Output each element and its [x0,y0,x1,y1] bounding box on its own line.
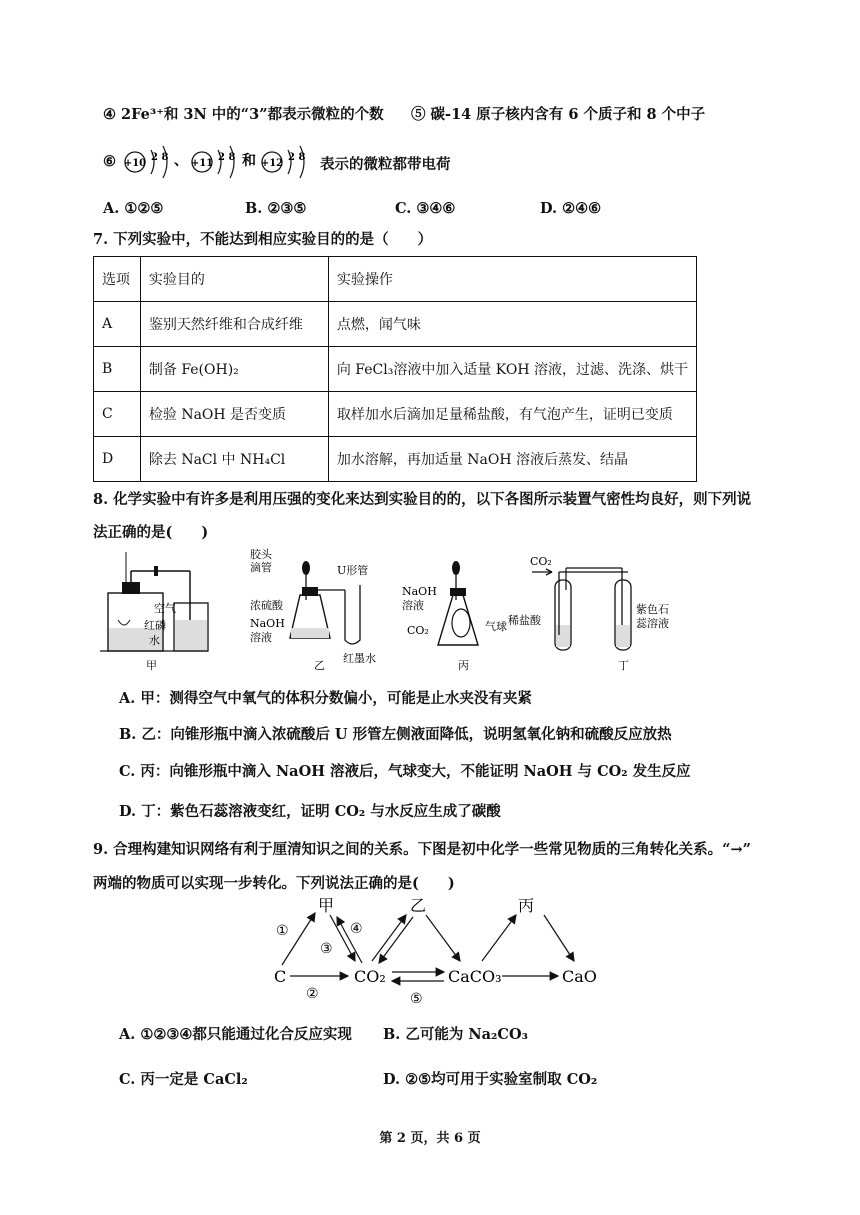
table-row [94,347,697,392]
yi-label-dropper-2: 滴管 [250,561,272,574]
q8-option-b: B. 乙：向锥形瓶中滴入浓硫酸后 U 形管左侧液面降低，说明氢氧化钠和硫酸反应放热 [119,726,672,743]
ion-3-shells: 2 8 [288,152,306,163]
ion-3-nucleus: +12 [260,158,284,169]
q6-item-4: ④ 2Fe³⁺和 3N 中的“3”都表示微粒的个数 [103,106,384,123]
figure-bing [402,561,507,672]
node-jia: 甲 [318,896,335,915]
q9-option-c: C. 丙一定是 CaCl₂ [119,1071,248,1088]
q7-stem: 7. 下列实验中，不能达到相应实验目的的是（ ） [93,231,433,248]
ding-label-hcl: 稀盐酸 [508,614,541,627]
q6-item-6-suffix: 表示的微粒都带电荷 [320,156,451,173]
q9-option-d: D. ②⑤均可用于实验室制取 CO₂ [383,1071,598,1088]
jia-caption: 甲 [146,659,157,672]
figure-yi [250,547,376,672]
arrow-label-5: ⑤ [410,991,423,1007]
row-b-goal: 制备 Fe(OH)₂ [140,347,328,392]
yi-label-naoh: NaOH [250,617,285,630]
row-c-operation: 取样加水后滴加足量稀盐酸，有气泡产生，证明已变质 [328,392,696,437]
q6-item-5: ⑤ 碳-14 原子核内含有 6 个质子和 8 个中子 [411,106,706,123]
row-a-option: A [94,302,141,347]
row-b-operation: 向 FeCl₃溶液中加入适量 KOH 溶液，过滤、洗涤、烘干 [328,347,696,392]
arrow-label-1: ① [276,923,289,939]
row-a-operation: 点燃，闻气味 [328,302,696,347]
figure-jia [100,552,208,672]
jia-label-water: 水 [149,634,160,647]
bing-label-co2: CO₂ [407,624,429,637]
q9-stem-line-1: 9. 合理构建知识网络有利于厘清知识之间的关系。下图是初中化学一些常见物质的三角转化关系。“→” [93,841,752,858]
yi-label-sulfuric-acid: 浓硫酸 [250,599,283,612]
header-option: 选项 [94,257,141,302]
q9-option-a: A. ①②③④都只能通过化合反应实现 [119,1026,352,1043]
ding-caption: 丁 [618,659,629,672]
ding-label-co2: CO₂ [530,555,552,568]
ion-structure-2 [191,146,236,178]
table-row [94,437,697,482]
header-operation: 实验操作 [328,257,696,302]
bing-label-solution: 溶液 [402,599,424,612]
row-d-operation: 加水溶解，再加适量 NaOH 溶液后蒸发、结晶 [328,437,696,482]
q6-option-c: C. ③④⑥ [395,200,456,217]
q6-option-d: D. ②④⑥ [540,200,602,217]
node-yi: 乙 [410,896,427,915]
ion-1-shells: 2 8 [151,152,169,163]
ion-structure-1 [124,146,169,178]
table-header-row [94,257,697,302]
arrow-label-3: ③ [320,941,333,957]
ion-structure-3 [261,146,306,178]
arrow-label-4: ④ [350,921,363,937]
page-footer: 第 2 页，共 6 页 [379,1131,481,1146]
q8-option-c: C. 丙：向锥形瓶中滴入 NaOH 溶液后，气球变大，不能证明 NaOH 与 CO₂ 发生反应 [119,763,691,780]
ion-2-shells: 2 8 [218,152,236,163]
ding-label-litmus-2: 蕊溶液 [636,617,669,630]
bing-label-balloon: 气球 [485,620,507,633]
table-row [94,392,697,437]
figure-ding [508,555,669,672]
q8-apparatus-figures [100,548,669,675]
yi-caption: 乙 [314,659,325,672]
jia-label-air: 空气 [154,602,176,615]
row-c-goal: 检验 NaOH 是否变质 [140,392,328,437]
ion-separator-2: 和 [242,153,256,169]
q8-stem-line-1: 8. 化学实验中有许多是利用压强的变化来达到实验目的的，以下各图所示装置气密性均良好，则下列说 [93,491,752,508]
yi-label-u-tube: U形管 [337,564,369,577]
q9-option-b: B. 乙可能为 Na₂CO₃ [383,1026,528,1043]
q8-option-a: A. 甲：测得空气中氧气的体积分数偏小，可能是止水夹没有夹紧 [119,690,532,707]
node-c: C [274,967,287,986]
ion-separator-1: 、 [174,153,188,169]
ding-label-litmus-1: 紫色石 [636,603,669,616]
q9-stem-line-2: 两端的物质可以实现一步转化。下列说法正确的是( ) [93,875,455,892]
yi-label-solution: 溶液 [250,631,272,644]
row-c-option: C [94,392,141,437]
q6-option-b: B. ②③⑤ [245,200,307,217]
row-a-goal: 鉴别天然纤维和合成纤维 [140,302,328,347]
bing-label-naoh: NaOH [402,585,437,598]
row-d-option: D [94,437,141,482]
ion-structure-diagrams [120,138,320,188]
q6-item-6-prefix: ⑥ [103,153,116,170]
q6-option-a: A. ①②⑤ [103,200,164,217]
q7-experiment-table [93,256,697,482]
table-row [94,302,697,347]
q8-option-d: D. 丁：紫色石蕊溶液变红，证明 CO₂ 与水反应生成了碳酸 [119,803,501,820]
header-goal: 实验目的 [140,257,328,302]
node-caco3: CaCO₃ [448,967,502,986]
jia-label-phosphorus: 红磷 [144,619,166,632]
node-co2: CO₂ [354,967,386,986]
row-d-goal: 除去 NaCl 中 NH₄Cl [140,437,328,482]
yi-label-dropper-1: 胶头 [250,548,272,561]
yi-label-red-ink: 红墨水 [343,652,376,665]
node-cao: CaO [562,967,597,986]
row-b-option: B [94,347,141,392]
node-bing: 丙 [518,896,535,915]
arrow-label-2: ② [306,986,319,1002]
q9-conversion-diagram [260,893,620,1008]
ion-1-nucleus: +10 [123,158,147,169]
ion-2-nucleus: +11 [190,158,214,169]
q8-stem-line-2: 法正确的是( ) [93,524,209,541]
bing-caption: 丙 [458,659,469,672]
